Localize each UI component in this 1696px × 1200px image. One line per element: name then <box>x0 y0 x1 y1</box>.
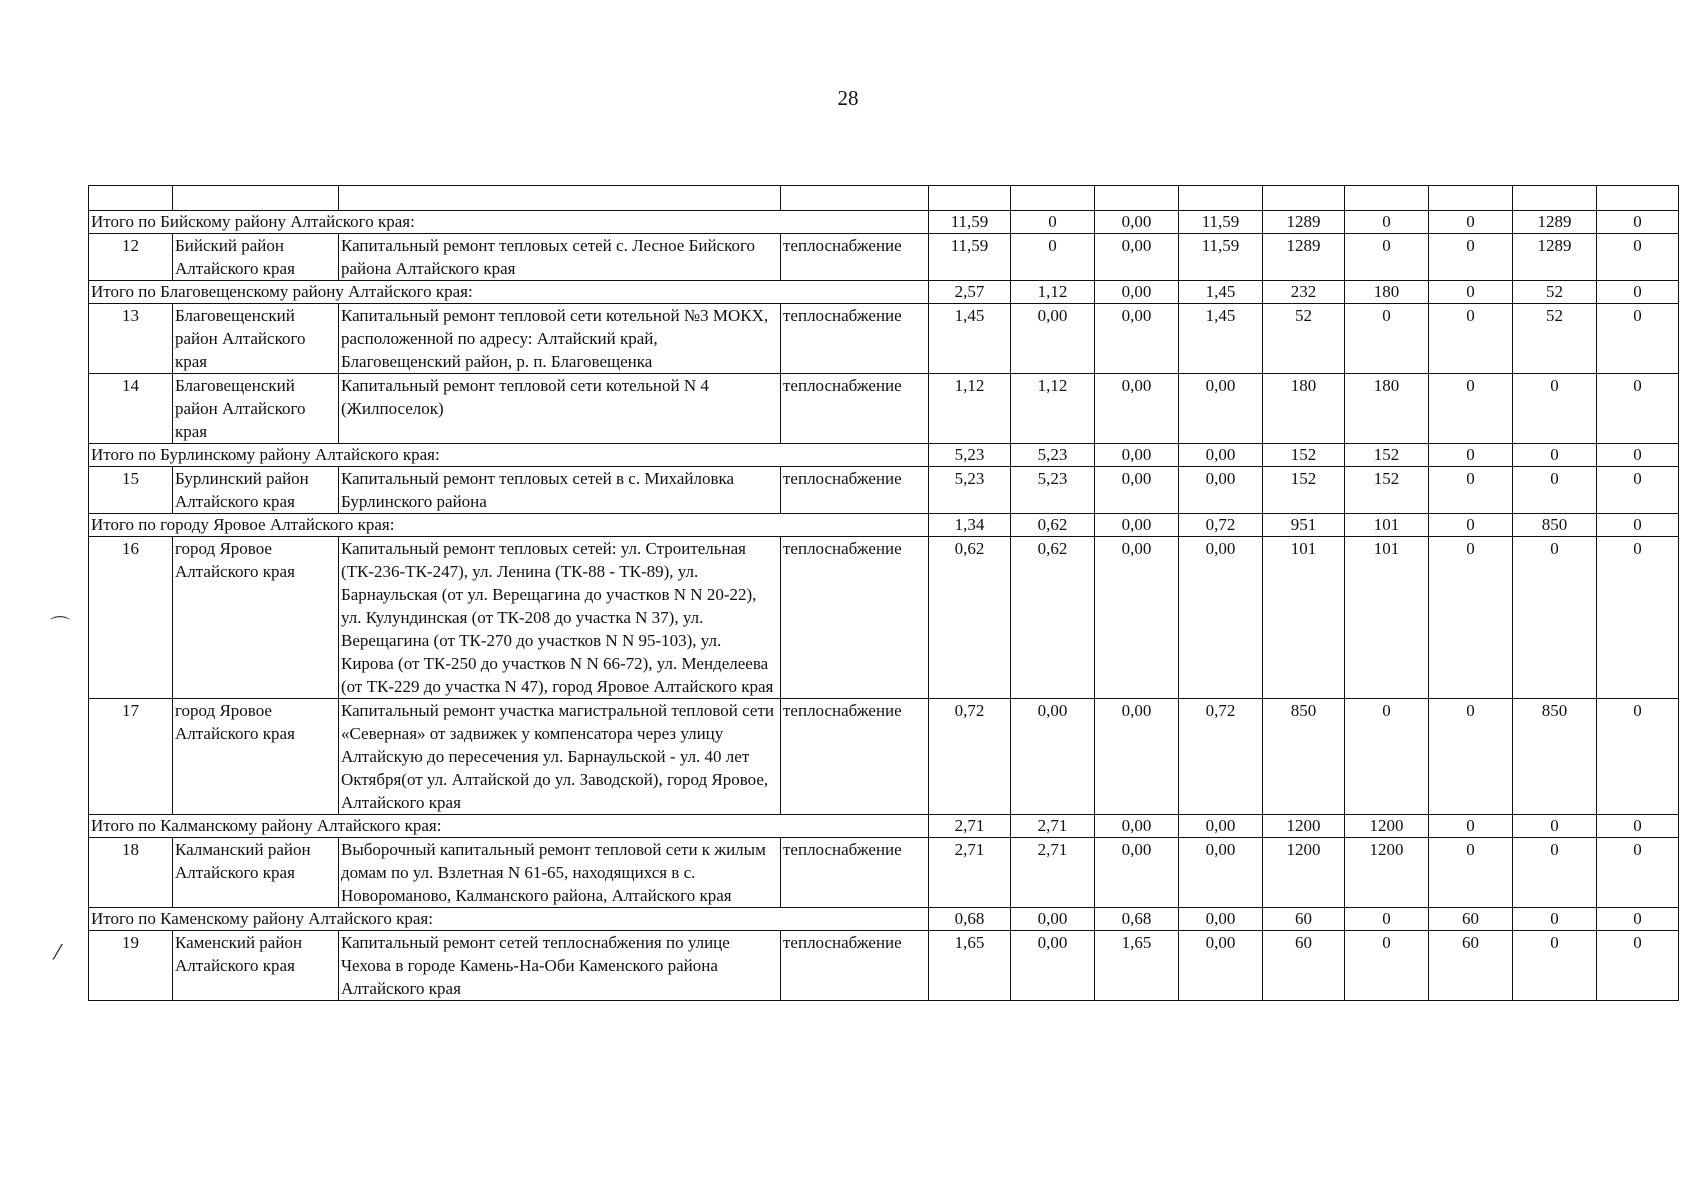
subtotal-value: 1289 <box>1513 211 1597 234</box>
row-type: теплоснабжение <box>781 699 929 815</box>
subtotal-value: 0 <box>1345 908 1429 931</box>
row-value: 101 <box>1263 537 1345 699</box>
row-value: 0 <box>1429 467 1513 514</box>
subtotal-value: 0,00 <box>1179 444 1263 467</box>
row-type: теплоснабжение <box>781 931 929 1001</box>
row-value: 60 <box>1429 931 1513 1001</box>
subtotal-value: 0,00 <box>1095 815 1179 838</box>
table-row <box>89 304 1679 374</box>
row-value: 180 <box>1263 374 1345 444</box>
row-value: 0 <box>1597 838 1679 908</box>
subtotal-label: Итого по городу Яровое Алтайского края: <box>89 514 929 537</box>
subtotal-row <box>89 514 1679 537</box>
row-value: 0,00 <box>1179 931 1263 1001</box>
row-value: 0,00 <box>1179 374 1263 444</box>
subtotal-value: 152 <box>1345 444 1429 467</box>
row-index: 14 <box>89 374 173 444</box>
row-value: 0,00 <box>1095 838 1179 908</box>
row-value: 11,59 <box>1179 234 1263 281</box>
row-value: 0 <box>1513 374 1597 444</box>
page-number: 28 <box>837 86 859 110</box>
row-value: 0 <box>1429 838 1513 908</box>
row-value: 0,72 <box>1179 699 1263 815</box>
margin-mark: ⁄ <box>56 940 60 964</box>
row-type: теплоснабжение <box>781 537 929 699</box>
row-value: 0,00 <box>1011 931 1095 1001</box>
row-description: Выборочный капитальный ремонт тепловой сети к жилым домам по ул. Взлетная N 61-65, находящихся в с. Новороманово, Калманского района, Алтайского края <box>339 838 781 908</box>
margin-mark: ⌒ <box>50 614 70 638</box>
subtotal-label: Итого по Бийскому району Алтайского края: <box>89 211 929 234</box>
row-municipality: город Яровое Алтайского края <box>173 537 339 699</box>
row-value: 60 <box>1263 931 1345 1001</box>
row-type: теплоснабжение <box>781 234 929 281</box>
row-municipality: Бийский район Алтайского края <box>173 234 339 281</box>
row-value: 0,00 <box>1179 467 1263 514</box>
row-type: теплоснабжение <box>781 838 929 908</box>
row-description: Капитальный ремонт участка магистральной тепловой сети «Северная» от задвижек у компенсатора через улицу Алтайскую до пересечения ул. Барнаульской - ул. 40 лет Октября(от ул. Алтайской до ул. Заводской), город Яровое, Алтайского края <box>339 699 781 815</box>
subtotal-value: 1289 <box>1263 211 1345 234</box>
subtotal-label: Итого по Бурлинскому району Алтайского края: <box>89 444 929 467</box>
subtotal-value: 0 <box>1429 281 1513 304</box>
row-value: 0 <box>1513 838 1597 908</box>
subtotal-value: 0,68 <box>1095 908 1179 931</box>
row-municipality: Благовещенский район Алтайского края <box>173 304 339 374</box>
row-description: Капитальный ремонт тепловой сети котельной №3 МОКХ, расположенной по адресу: Алтайский край, Благовещенский район, р. п. Благовещенка <box>339 304 781 374</box>
subtotal-value: 0 <box>1429 211 1513 234</box>
row-value: 0,00 <box>1095 467 1179 514</box>
table-body <box>89 186 1679 1001</box>
subtotal-value: 180 <box>1345 281 1429 304</box>
subtotal-value: 11,59 <box>929 211 1011 234</box>
row-type: теплоснабжение <box>781 467 929 514</box>
subtotal-value: 0 <box>1597 211 1679 234</box>
row-value: 5,23 <box>1011 467 1095 514</box>
subtotal-value: 1,34 <box>929 514 1011 537</box>
subtotal-value: 0 <box>1597 908 1679 931</box>
subtotal-value: 0 <box>1513 908 1597 931</box>
row-description: Капитальный ремонт тепловой сети котельной N 4 (Жилпоселок) <box>339 374 781 444</box>
row-value: 0 <box>1513 467 1597 514</box>
row-index: 15 <box>89 467 173 514</box>
subtotal-value: 1200 <box>1345 815 1429 838</box>
row-value: 0 <box>1429 699 1513 815</box>
row-value: 52 <box>1263 304 1345 374</box>
row-value: 0,00 <box>1095 537 1179 699</box>
subtotal-value: 11,59 <box>1179 211 1263 234</box>
subtotal-value: 1200 <box>1263 815 1345 838</box>
subtotal-value: 0 <box>1513 444 1597 467</box>
table-row <box>89 699 1679 815</box>
row-value: 2,71 <box>1011 838 1095 908</box>
row-index: 16 <box>89 537 173 699</box>
row-description: Капитальный ремонт тепловых сетей: ул. Строительная (ТК-236-ТК-247), ул. Ленина (ТК-88 - ТК-89), ул. Барнаульская (от ул. Верещагина до участков N N 20-22), ул. Кулундинская (от ТК-208 до участка N 37), ул. Верещагина (от ТК-270 до участков N N 95-103), ул. Кирова (от ТК-250 до участков N N 66-72), ул. Менделеева (от ТК-229 до участка N 47), город Яровое Алтайского края <box>339 537 781 699</box>
row-municipality: город Яровое Алтайского края <box>173 699 339 815</box>
subtotal-value: 0,00 <box>1179 815 1263 838</box>
subtotal-value: 0 <box>1513 815 1597 838</box>
row-municipality: Калманский район Алтайского края <box>173 838 339 908</box>
subtotal-value: 1,12 <box>1011 281 1095 304</box>
row-value: 0 <box>1429 374 1513 444</box>
row-value: 0,72 <box>929 699 1011 815</box>
row-value: 1,12 <box>929 374 1011 444</box>
row-value: 1,65 <box>1095 931 1179 1001</box>
works-table <box>88 185 1679 1001</box>
subtotal-value: 0 <box>1597 514 1679 537</box>
row-type: теплоснабжение <box>781 374 929 444</box>
row-value: 0,00 <box>1095 374 1179 444</box>
subtotal-value: 60 <box>1429 908 1513 931</box>
row-value: 52 <box>1513 304 1597 374</box>
row-value: 0 <box>1345 234 1429 281</box>
row-value: 0,00 <box>1011 304 1095 374</box>
row-value: 0 <box>1597 537 1679 699</box>
row-value: 11,59 <box>929 234 1011 281</box>
subtotal-value: 0 <box>1345 211 1429 234</box>
row-value: 0,62 <box>1011 537 1095 699</box>
row-value: 180 <box>1345 374 1429 444</box>
subtotal-row <box>89 815 1679 838</box>
row-value: 0,00 <box>1011 699 1095 815</box>
row-value: 1,12 <box>1011 374 1095 444</box>
row-value: 0 <box>1345 931 1429 1001</box>
row-municipality: Каменский район Алтайского края <box>173 931 339 1001</box>
subtotal-row <box>89 211 1679 234</box>
row-value: 0 <box>1597 931 1679 1001</box>
subtotal-value: 152 <box>1263 444 1345 467</box>
row-value: 0,00 <box>1179 838 1263 908</box>
row-value: 0,00 <box>1095 304 1179 374</box>
row-value: 101 <box>1345 537 1429 699</box>
subtotal-value: 0,00 <box>1011 908 1095 931</box>
subtotal-label: Итого по Калманскому району Алтайского края: <box>89 815 929 838</box>
row-value: 1,45 <box>1179 304 1263 374</box>
table-row <box>89 537 1679 699</box>
subtotal-row <box>89 908 1679 931</box>
subtotal-value: 2,57 <box>929 281 1011 304</box>
row-value: 0 <box>1513 537 1597 699</box>
row-value: 1200 <box>1263 838 1345 908</box>
subtotal-row <box>89 444 1679 467</box>
header-spacer-row <box>89 186 1679 211</box>
row-description: Капитальный ремонт сетей теплоснабжения по улице Чехова в городе Камень-На-Оби Каменского района Алтайского края <box>339 931 781 1001</box>
row-value: 0 <box>1597 699 1679 815</box>
row-municipality: Бурлинский район Алтайского края <box>173 467 339 514</box>
subtotal-value: 0,00 <box>1179 908 1263 931</box>
subtotal-value: 0,00 <box>1095 281 1179 304</box>
table-row <box>89 374 1679 444</box>
row-value: 1289 <box>1263 234 1345 281</box>
row-description: Капитальный ремонт тепловых сетей в с. Михайловка Бурлинского района <box>339 467 781 514</box>
subtotal-value: 0 <box>1429 815 1513 838</box>
subtotal-value: 0,72 <box>1179 514 1263 537</box>
subtotal-value: 0 <box>1597 444 1679 467</box>
subtotal-value: 0 <box>1429 444 1513 467</box>
table-row <box>89 234 1679 281</box>
row-value: 2,71 <box>929 838 1011 908</box>
subtotal-value: 60 <box>1263 908 1345 931</box>
row-index: 12 <box>89 234 173 281</box>
subtotal-label: Итого по Благовещенскому району Алтайского края: <box>89 281 929 304</box>
row-value: 1289 <box>1513 234 1597 281</box>
row-value: 5,23 <box>929 467 1011 514</box>
row-value: 0,00 <box>1179 537 1263 699</box>
row-value: 0 <box>1597 304 1679 374</box>
subtotal-value: 0,00 <box>1095 444 1179 467</box>
row-value: 0 <box>1513 931 1597 1001</box>
row-type: теплоснабжение <box>781 304 929 374</box>
row-value: 1,65 <box>929 931 1011 1001</box>
subtotal-value: 2,71 <box>1011 815 1095 838</box>
row-value: 0 <box>1429 304 1513 374</box>
row-value: 0 <box>1597 374 1679 444</box>
row-index: 19 <box>89 931 173 1001</box>
row-value: 1,45 <box>929 304 1011 374</box>
row-value: 152 <box>1263 467 1345 514</box>
subtotal-label: Итого по Каменскому району Алтайского края: <box>89 908 929 931</box>
subtotal-value: 0 <box>1011 211 1095 234</box>
subtotal-row <box>89 281 1679 304</box>
subtotal-value: 232 <box>1263 281 1345 304</box>
row-value: 152 <box>1345 467 1429 514</box>
row-value: 0 <box>1597 467 1679 514</box>
subtotal-value: 0 <box>1429 514 1513 537</box>
subtotal-value: 0,00 <box>1095 514 1179 537</box>
row-value: 0 <box>1345 699 1429 815</box>
subtotal-value: 2,71 <box>929 815 1011 838</box>
subtotal-value: 0 <box>1597 281 1679 304</box>
row-value: 0 <box>1429 234 1513 281</box>
row-municipality: Благовещенский район Алтайского края <box>173 374 339 444</box>
subtotal-value: 52 <box>1513 281 1597 304</box>
row-description: Капитальный ремонт тепловых сетей с. Лесное Бийского района Алтайского края <box>339 234 781 281</box>
subtotal-value: 0,00 <box>1095 211 1179 234</box>
row-value: 0,00 <box>1095 234 1179 281</box>
row-value: 0,00 <box>1095 699 1179 815</box>
row-index: 17 <box>89 699 173 815</box>
row-value: 850 <box>1263 699 1345 815</box>
subtotal-value: 0,62 <box>1011 514 1095 537</box>
subtotal-value: 5,23 <box>1011 444 1095 467</box>
subtotal-value: 951 <box>1263 514 1345 537</box>
row-value: 0 <box>1429 537 1513 699</box>
subtotal-value: 101 <box>1345 514 1429 537</box>
row-value: 0 <box>1597 234 1679 281</box>
row-index: 13 <box>89 304 173 374</box>
subtotal-value: 0,68 <box>929 908 1011 931</box>
row-value: 0 <box>1011 234 1095 281</box>
row-value: 0,62 <box>929 537 1011 699</box>
subtotal-value: 850 <box>1513 514 1597 537</box>
subtotal-value: 0 <box>1597 815 1679 838</box>
table-row <box>89 467 1679 514</box>
row-value: 0 <box>1345 304 1429 374</box>
table-row <box>89 931 1679 1001</box>
subtotal-value: 5,23 <box>929 444 1011 467</box>
row-index: 18 <box>89 838 173 908</box>
table-row <box>89 838 1679 908</box>
row-value: 850 <box>1513 699 1597 815</box>
row-value: 1200 <box>1345 838 1429 908</box>
subtotal-value: 1,45 <box>1179 281 1263 304</box>
